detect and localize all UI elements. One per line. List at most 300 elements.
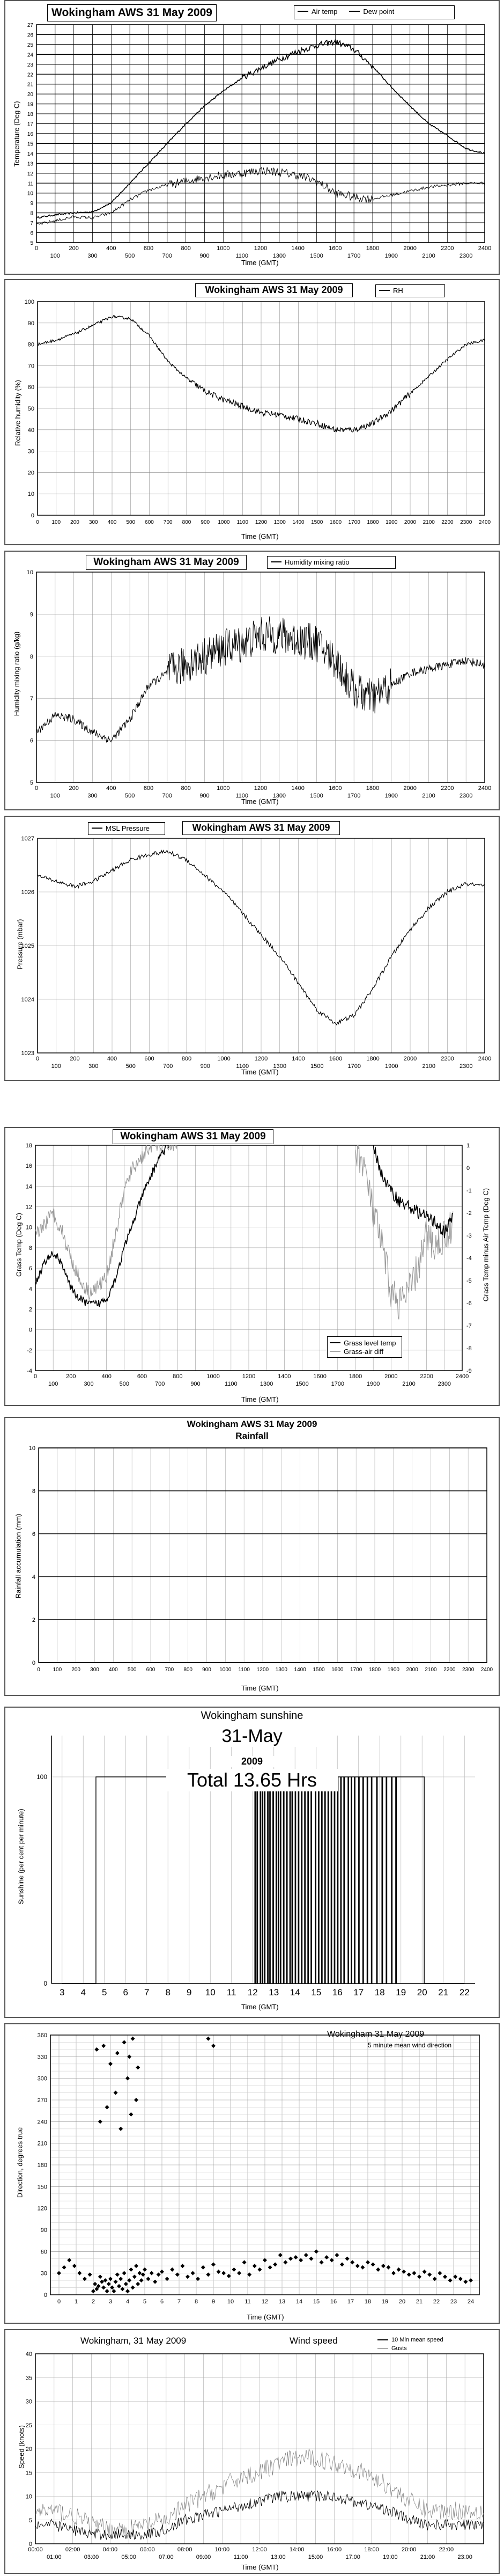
y-tick-label: 30 bbox=[40, 2270, 47, 2277]
wind-direction-point bbox=[206, 2037, 210, 2041]
y-tick-label: 120 bbox=[37, 2205, 47, 2212]
x-tick-label: 19 bbox=[396, 1987, 406, 1997]
chart-date: 31-May bbox=[182, 1726, 322, 1747]
y-tick-label: 15 bbox=[25, 2470, 32, 2477]
x-tick-label: 1900 bbox=[387, 1667, 399, 1673]
x-tick-label: 700 bbox=[165, 1667, 174, 1673]
x-tick-label: 19 bbox=[381, 2299, 389, 2305]
wind-direction-point bbox=[186, 2274, 190, 2279]
y-tick-label: 24 bbox=[27, 52, 33, 58]
y-tick-label: 12 bbox=[27, 171, 33, 177]
grass-level-temp-line bbox=[373, 1144, 453, 1238]
x-tick-label: 1000 bbox=[218, 519, 230, 525]
y-tick-label: 18 bbox=[27, 112, 33, 118]
x-tick-label: 20:00 bbox=[401, 2546, 417, 2553]
wind-direction-chart bbox=[4, 2023, 500, 2324]
x-tick-label: 1600 bbox=[331, 1667, 344, 1673]
x-tick-label: 9 bbox=[187, 1987, 192, 1997]
x-tick-label: 21 bbox=[416, 2299, 423, 2305]
wind-direction-point bbox=[94, 2047, 99, 2052]
wind-direction-point bbox=[381, 2264, 386, 2268]
y-tick-label: -2 bbox=[27, 1347, 32, 1354]
x-tick-label: 0 bbox=[57, 2299, 61, 2305]
wind-direction-point bbox=[366, 2260, 370, 2265]
x-tick-label: 0 bbox=[34, 785, 39, 792]
x-tick-label: 600 bbox=[144, 1056, 154, 1062]
y-tick-label: 15 bbox=[27, 141, 33, 148]
y-axis-label: Temperature (Deg C) bbox=[12, 101, 21, 167]
chart-subtitle: Rainfall bbox=[198, 1431, 306, 1441]
wind-direction-point bbox=[278, 2253, 283, 2257]
x-tick-label: 1600 bbox=[329, 519, 342, 525]
x-tick-label: 2400 bbox=[478, 785, 492, 792]
x-tick-label: 1000 bbox=[219, 1667, 232, 1673]
wind-direction-point bbox=[91, 2289, 95, 2293]
wind-direction-point bbox=[180, 2264, 184, 2268]
legend bbox=[294, 5, 455, 19]
y-tick-label: 330 bbox=[37, 2054, 47, 2061]
x-tick-label: 2400 bbox=[478, 519, 491, 525]
x-tick-label: 1600 bbox=[329, 245, 342, 252]
x-tick-label: 1300 bbox=[272, 253, 286, 259]
x-tick-label: 300 bbox=[88, 1063, 99, 1070]
x-tick-label: 17:00 bbox=[345, 2554, 360, 2560]
x-tick-label: 0 bbox=[37, 1667, 40, 1673]
x-tick-label: 1500 bbox=[310, 1063, 324, 1070]
x-tick-label: 1600 bbox=[329, 1056, 343, 1062]
wind-direction-point bbox=[127, 2278, 131, 2282]
y-axis-label: Rainfall accumulation (mm) bbox=[14, 1513, 23, 1599]
x-tick-label: 1800 bbox=[366, 785, 380, 792]
wind-direction-point bbox=[397, 2267, 401, 2272]
x-axis-label: Time (GMT) bbox=[241, 1684, 279, 1692]
wind-direction-point bbox=[453, 2274, 457, 2279]
x-tick-label: 10:00 bbox=[214, 2546, 230, 2553]
wind-direction-point bbox=[98, 2274, 102, 2279]
x-tick-label: 400 bbox=[101, 1373, 112, 1380]
wind-direction-point bbox=[438, 2271, 442, 2275]
y-tick-label: -4 bbox=[27, 1368, 32, 1374]
wind-direction-point bbox=[139, 2278, 144, 2282]
x-tick-label: 1500 bbox=[310, 793, 323, 799]
x-tick-label: 900 bbox=[190, 1381, 201, 1387]
wind-direction-point bbox=[242, 2260, 247, 2265]
x-tick-label: 16:00 bbox=[327, 2546, 342, 2553]
y-tick-label: 10 bbox=[25, 2493, 32, 2500]
y-tick-label: 10 bbox=[26, 569, 33, 576]
wind-direction-point bbox=[131, 2286, 135, 2290]
y-tick-label: 0 bbox=[43, 1980, 47, 1987]
x-tick-label: 6 bbox=[160, 2299, 164, 2305]
wind-direction-point bbox=[350, 2260, 354, 2265]
x-tick-label: 2200 bbox=[420, 1373, 433, 1380]
x-tick-label: 2200 bbox=[441, 785, 454, 792]
x-tick-label: 600 bbox=[146, 1667, 155, 1673]
x-tick-label: 02:00 bbox=[65, 2546, 80, 2553]
x-tick-label: 1800 bbox=[349, 1373, 362, 1380]
y-tick-label: 13 bbox=[27, 161, 33, 167]
x-tick-label: 1200 bbox=[255, 519, 268, 525]
x-tick-label: 08:00 bbox=[177, 2546, 192, 2553]
x-tick-label: 15:00 bbox=[308, 2554, 323, 2560]
y-tick-label: 26 bbox=[27, 32, 33, 39]
x-tick-label: 1000 bbox=[217, 1056, 231, 1062]
chart-title: Wokingham AWS 31 May 2009 bbox=[47, 4, 217, 21]
y-tick-label: 2 bbox=[32, 1617, 35, 1623]
y-tick-label: 14 bbox=[25, 1183, 32, 1190]
x-tick-label: 12:00 bbox=[252, 2546, 267, 2553]
x-tick-label: 2000 bbox=[403, 1056, 417, 1062]
y-tick-label: 12 bbox=[25, 1204, 32, 1211]
grass-series-group bbox=[35, 1136, 453, 1319]
y-tick-label: 9 bbox=[30, 201, 33, 207]
wind-direction-point bbox=[129, 2267, 133, 2272]
x-tick-label: 300 bbox=[88, 519, 98, 525]
wind-direction-point bbox=[469, 2278, 473, 2282]
x-tick-label: 600 bbox=[143, 245, 154, 252]
y2-tick-label: -3 bbox=[466, 1233, 472, 1239]
x-tick-label: 1000 bbox=[217, 245, 230, 252]
y-tick-label: 100 bbox=[36, 1773, 47, 1781]
x-tick-label: 20 bbox=[417, 1987, 427, 1997]
x-tick-label: 800 bbox=[181, 1056, 192, 1062]
x-tick-label: 500 bbox=[125, 1063, 136, 1070]
x-axis-label: Time (GMT) bbox=[241, 2003, 279, 2011]
legend-item-gusts: Gusts bbox=[377, 2344, 468, 2353]
x-axis-label: Time (GMT) bbox=[241, 797, 279, 806]
x-tick-label: 500 bbox=[126, 519, 136, 525]
y2-tick-label: -2 bbox=[466, 1210, 472, 1217]
x-tick-label: 8 bbox=[194, 2299, 198, 2305]
wind-direction-point bbox=[114, 2091, 118, 2095]
sunshine-line bbox=[62, 1777, 465, 1984]
x-tick-label: 16 bbox=[332, 1987, 343, 1997]
y-tick-label: 1027 bbox=[21, 836, 34, 842]
x-tick-label: 500 bbox=[119, 1381, 130, 1387]
x-axis-label: Time (GMT) bbox=[241, 2563, 279, 2571]
x-tick-label: 400 bbox=[106, 785, 116, 792]
wind-direction-point bbox=[335, 2253, 339, 2257]
wind-direction-point bbox=[112, 2289, 116, 2293]
y-tick-label: 6 bbox=[30, 230, 33, 237]
chart-subtitle: Wind speed bbox=[290, 2336, 338, 2346]
x-tick-label: 300 bbox=[90, 1667, 99, 1673]
legend bbox=[375, 284, 445, 297]
y-tick-label: 1024 bbox=[21, 997, 34, 1003]
wind-direction-point bbox=[417, 2274, 421, 2279]
wind-direction-point bbox=[304, 2253, 308, 2257]
chart-title: Wokingham sunshine bbox=[155, 1710, 349, 1722]
temperature-chart bbox=[4, 0, 500, 275]
wind-direction-point bbox=[129, 2112, 133, 2117]
y-tick-label: 90 bbox=[40, 2227, 47, 2234]
x-tick-label: 800 bbox=[183, 1667, 193, 1673]
x-tick-label: 1600 bbox=[313, 1373, 327, 1380]
x-tick-label: 200 bbox=[71, 1667, 81, 1673]
x-tick-label: 1100 bbox=[225, 1381, 238, 1387]
y-axis-label: Humidity mixing ratio (g/kg) bbox=[12, 631, 21, 716]
wind-direction-point bbox=[134, 2098, 138, 2102]
wind-direction-point bbox=[125, 2076, 130, 2081]
x-tick-label: 1200 bbox=[254, 245, 268, 252]
x-tick-label: 7 bbox=[177, 2299, 181, 2305]
y-tick-label: 5 bbox=[30, 240, 33, 246]
x-tick-label: 05:00 bbox=[121, 2554, 136, 2560]
legend-item-dew-point: Dew point bbox=[349, 7, 394, 16]
chart-title: Wokingham AWS 31 May 2009 bbox=[182, 821, 340, 835]
y2-tick-label: -7 bbox=[466, 1323, 472, 1329]
wind-direction-point bbox=[448, 2278, 453, 2282]
x-tick-label: 1300 bbox=[273, 1063, 286, 1070]
y-axis-label: Relative humidity (%) bbox=[13, 380, 22, 446]
x-tick-label: 2000 bbox=[406, 1667, 418, 1673]
wind-direction-point bbox=[134, 2264, 138, 2268]
y-tick-label: 14 bbox=[27, 151, 33, 157]
x-tick-label: 18 bbox=[374, 1987, 385, 1997]
y-tick-label: 10 bbox=[27, 191, 33, 197]
wind-direction-point bbox=[101, 2044, 106, 2048]
x-tick-label: 1200 bbox=[254, 785, 268, 792]
x-tick-label: 400 bbox=[108, 1667, 118, 1673]
x-tick-label: 400 bbox=[107, 519, 117, 525]
x-tick-label: 600 bbox=[143, 785, 154, 792]
x-tick-label: 1800 bbox=[368, 1667, 381, 1673]
wind-direction-point bbox=[124, 2282, 128, 2286]
x-tick-label: 600 bbox=[137, 1373, 147, 1380]
x-tick-label: 04:00 bbox=[102, 2546, 118, 2553]
y-tick-label: 0 bbox=[28, 2541, 32, 2548]
x-tick-label: 500 bbox=[124, 253, 135, 259]
x-tick-label: 2100 bbox=[422, 793, 435, 799]
wind-direction-point bbox=[115, 2051, 120, 2055]
y-tick-label: 21 bbox=[27, 82, 33, 88]
wind-direction-point bbox=[131, 2037, 135, 2041]
x-tick-label: 1700 bbox=[348, 519, 360, 525]
legend-item-air-temp: Air temp bbox=[298, 7, 337, 16]
y-tick-label: 0 bbox=[43, 2292, 47, 2299]
y-tick-label: 0 bbox=[31, 513, 34, 519]
wind-direction-point bbox=[314, 2249, 318, 2253]
wind-direction-point bbox=[101, 2286, 106, 2290]
x-tick-label: 2200 bbox=[441, 1056, 454, 1062]
wind-direction-point bbox=[320, 2260, 324, 2265]
wind-direction-point bbox=[355, 2264, 360, 2268]
y-tick-label: 4 bbox=[32, 1574, 35, 1580]
y-tick-label: 20 bbox=[27, 470, 34, 477]
y-tick-label: 5 bbox=[28, 2517, 32, 2524]
x-tick-label: 1500 bbox=[313, 1667, 325, 1673]
x-tick-label: 19:00 bbox=[383, 2554, 398, 2560]
x-axis-label: Time (GMT) bbox=[241, 1395, 279, 1403]
y-tick-label: 6 bbox=[29, 737, 33, 744]
y2-tick-label: 0 bbox=[466, 1165, 470, 1172]
x-tick-label: 22 bbox=[459, 1987, 470, 1997]
x-tick-label: 200 bbox=[66, 1373, 76, 1380]
x-tick-label: 1700 bbox=[350, 1667, 362, 1673]
y-tick-label: 60 bbox=[40, 2249, 47, 2256]
wind-direction-point bbox=[237, 2271, 241, 2275]
x-tick-label: 18 bbox=[364, 2299, 372, 2305]
legend bbox=[375, 2334, 470, 2356]
x-tick-label: 4 bbox=[80, 1987, 86, 1997]
wind-direction-point bbox=[93, 2282, 97, 2286]
x-tick-label: 7 bbox=[144, 1987, 150, 1997]
y2-tick-label: -4 bbox=[466, 1255, 472, 1262]
x-tick-label: 900 bbox=[201, 519, 210, 525]
y2-tick-label: -1 bbox=[466, 1188, 472, 1194]
wind-speed-plot bbox=[5, 2330, 499, 2573]
y-tick-label: 30 bbox=[27, 448, 34, 455]
y-axis-label: Sunshine (per cent per minute) bbox=[17, 1809, 25, 1905]
x-tick-label: 3 bbox=[108, 2299, 113, 2305]
legend-item-rh: RH bbox=[379, 286, 441, 295]
x-tick-label: 2300 bbox=[460, 519, 472, 525]
wind-direction-point bbox=[143, 2267, 147, 2272]
x-tick-label: 100 bbox=[51, 1063, 61, 1070]
x-tick-label: 23 bbox=[450, 2299, 457, 2305]
y-tick-label: 10 bbox=[28, 1445, 35, 1452]
y-tick-label: 90 bbox=[27, 320, 34, 327]
x-tick-label: 1400 bbox=[291, 785, 305, 792]
x-tick-label: 6 bbox=[123, 1987, 128, 1997]
wind-direction-point bbox=[211, 2044, 216, 2048]
x-tick-label: 2300 bbox=[438, 1381, 451, 1387]
x-tick-label: 13:00 bbox=[271, 2554, 286, 2560]
x-tick-label: 11 bbox=[226, 1987, 236, 1997]
x-tick-label: 2 bbox=[91, 2299, 95, 2305]
x-tick-label: 9 bbox=[211, 2299, 216, 2305]
wind-direction-point bbox=[227, 2274, 231, 2278]
x-tick-label: 2400 bbox=[478, 1056, 492, 1062]
y-tick-label: 5 bbox=[29, 780, 33, 786]
x-tick-label: 5 bbox=[102, 1987, 107, 1997]
x-tick-label: 0 bbox=[34, 245, 39, 252]
wind-direction-point bbox=[110, 2286, 114, 2290]
x-tick-label: 2100 bbox=[423, 519, 435, 525]
y-tick-label: 0 bbox=[28, 1327, 32, 1334]
y-tick-label: 210 bbox=[37, 2140, 47, 2147]
x-tick-label: 10 bbox=[227, 2299, 234, 2305]
wind-direction-point bbox=[57, 2271, 61, 2275]
x-tick-label: 1500 bbox=[295, 1381, 309, 1387]
y-tick-label: 10 bbox=[25, 1224, 32, 1231]
y-tick-label: 40 bbox=[27, 427, 34, 434]
y-tick-label: 4 bbox=[28, 1286, 32, 1293]
x-tick-label: 1000 bbox=[217, 785, 230, 792]
x-tick-label: 100 bbox=[50, 253, 61, 259]
wind-direction-point bbox=[98, 2119, 102, 2124]
x-tick-label: 200 bbox=[70, 519, 79, 525]
x-tick-label: 1300 bbox=[275, 1667, 287, 1673]
x-tick-label: 1700 bbox=[347, 1063, 361, 1070]
chart-year: 2009 bbox=[214, 1756, 290, 1767]
x-tick-label: 13 bbox=[269, 1987, 279, 1997]
sunshine-total: Total 13.65 Hrs bbox=[166, 1769, 338, 1791]
sunshine-plot bbox=[5, 1708, 499, 2017]
x-tick-label: 2100 bbox=[422, 253, 435, 259]
x-tick-label: 03:00 bbox=[84, 2554, 99, 2560]
x-tick-label: 800 bbox=[181, 245, 191, 252]
y2-tick-label: -5 bbox=[466, 1278, 472, 1284]
x-tick-label: 2400 bbox=[480, 1667, 493, 1673]
x-tick-label: 500 bbox=[124, 793, 135, 799]
x-tick-label: 400 bbox=[106, 245, 116, 252]
y-tick-label: 9 bbox=[29, 611, 33, 618]
x-tick-label: 2300 bbox=[462, 1667, 475, 1673]
x-tick-label: 21:00 bbox=[420, 2554, 435, 2560]
x-tick-label: 2100 bbox=[425, 1667, 437, 1673]
x-tick-label: 1900 bbox=[385, 1063, 398, 1070]
x-tick-label: 12 bbox=[247, 1987, 258, 1997]
y-tick-label: 20 bbox=[27, 92, 33, 98]
wind-direction-point bbox=[105, 2289, 109, 2293]
x-tick-label: 1 bbox=[74, 2299, 78, 2305]
x-tick-label: 2200 bbox=[441, 519, 454, 525]
x-tick-label: 1200 bbox=[254, 1056, 268, 1062]
wind-direction-point bbox=[105, 2105, 109, 2109]
y-tick-label: 7 bbox=[30, 221, 33, 227]
x-tick-label: 17 bbox=[353, 1987, 364, 1997]
x-tick-label: 2000 bbox=[403, 245, 417, 252]
x-tick-label: 700 bbox=[163, 1063, 173, 1070]
y-tick-label: 16 bbox=[27, 131, 33, 137]
y-tick-label: 20 bbox=[25, 2446, 32, 2453]
x-tick-label: 1200 bbox=[256, 1667, 269, 1673]
x-tick-label: 09:00 bbox=[196, 2554, 211, 2560]
legend bbox=[88, 822, 165, 835]
x-tick-label: 600 bbox=[145, 519, 154, 525]
x-tick-label: 800 bbox=[173, 1373, 183, 1380]
humidity-plot bbox=[5, 280, 499, 544]
y-tick-label: 1023 bbox=[21, 1050, 34, 1057]
x-tick-label: 1900 bbox=[384, 253, 398, 259]
wind-direction-point bbox=[72, 2264, 77, 2268]
x-tick-label: 1100 bbox=[236, 519, 249, 525]
wind-direction-point bbox=[257, 2267, 262, 2272]
x-tick-label: 300 bbox=[84, 1381, 94, 1387]
y2-tick-label: -9 bbox=[466, 1368, 472, 1374]
x-tick-label: 20 bbox=[398, 2299, 406, 2305]
y-axis-label: Pressure (mbar) bbox=[16, 919, 24, 970]
mixing-ratio-chart bbox=[4, 551, 500, 810]
x-tick-label: 200 bbox=[69, 785, 79, 792]
x-tick-label: 14 bbox=[290, 1987, 300, 1997]
x-tick-label: 11:00 bbox=[233, 2554, 248, 2560]
x-tick-label: 1500 bbox=[310, 253, 323, 259]
x-tick-label: 1300 bbox=[273, 519, 286, 525]
y-tick-label: 11 bbox=[27, 181, 33, 187]
y-tick-label: 360 bbox=[37, 2032, 47, 2039]
mixing-ratio-plot bbox=[5, 552, 499, 809]
y-tick-label: 25 bbox=[25, 2422, 32, 2429]
y-tick-label: 70 bbox=[27, 363, 34, 370]
wind-direction-point bbox=[118, 2127, 123, 2131]
x-tick-label: 500 bbox=[127, 1667, 137, 1673]
x-axis-label: Time (GMT) bbox=[241, 1068, 279, 1076]
x-tick-label: 2000 bbox=[404, 519, 417, 525]
x-tick-label: 24 bbox=[467, 2299, 475, 2305]
x-tick-label: 00:00 bbox=[28, 2546, 43, 2553]
x-tick-label: 15 bbox=[313, 2299, 320, 2305]
wind-direction-point bbox=[132, 2274, 137, 2279]
x-tick-label: 900 bbox=[199, 253, 210, 259]
x-tick-label: 1400 bbox=[291, 245, 305, 252]
y-axis-label: Direction, degrees true bbox=[16, 2127, 24, 2198]
wind-direction-point bbox=[122, 2040, 127, 2044]
y-tick-label: 8 bbox=[30, 210, 33, 217]
y-tick-label: 180 bbox=[37, 2162, 47, 2169]
chart-title: Wokingham AWS 31 May 2009 bbox=[113, 1129, 273, 1144]
